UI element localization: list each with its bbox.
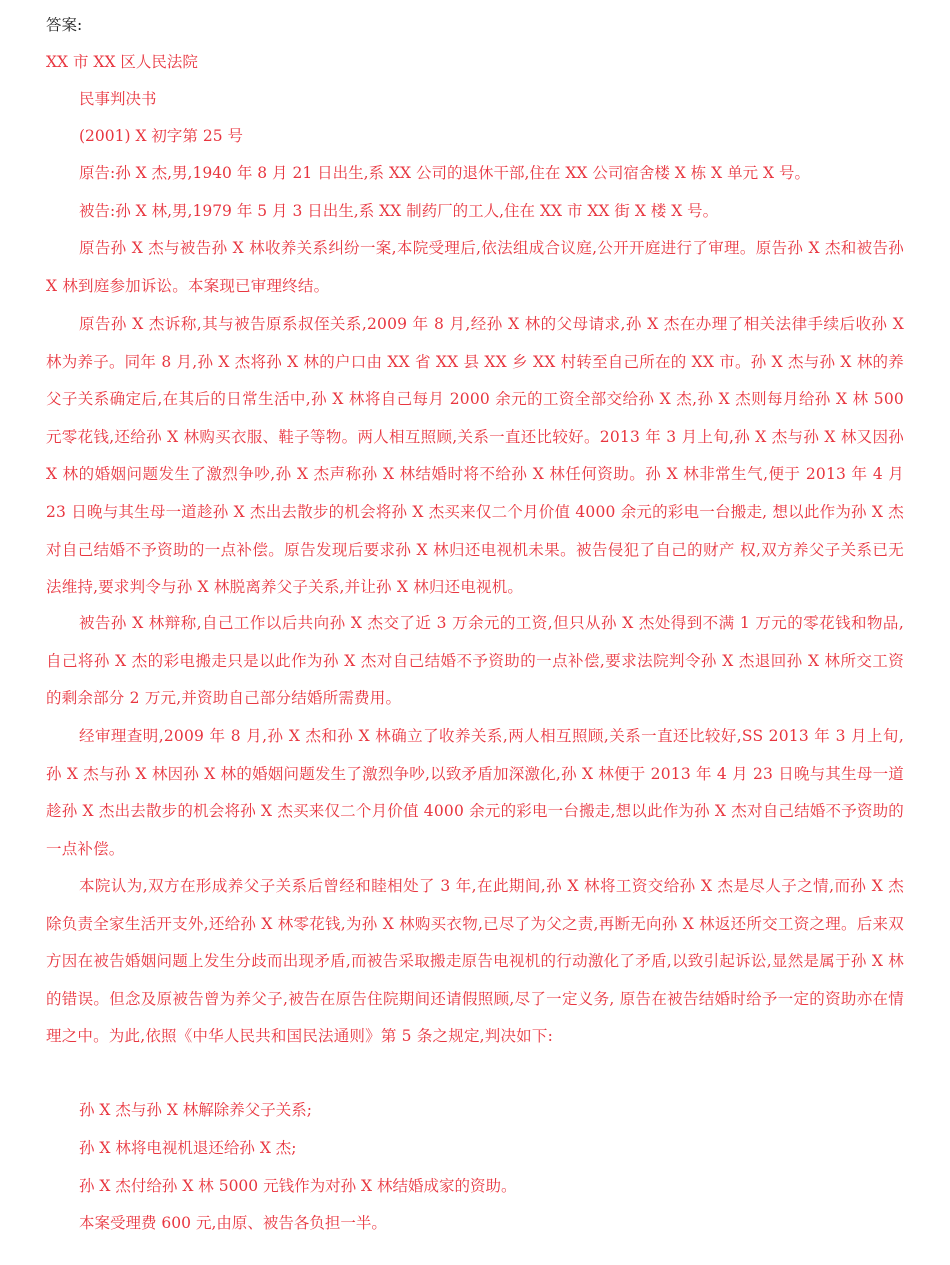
answer-label: 答案:: [46, 16, 83, 34]
paragraph-plaintiff-claim: 原告孙 X 杰诉称,其与被告原系叔侄关系,2009 年 8 月,经孙 X 林的父母请求,孙 X 杰在办理了相关法律手续后收孙 X 林为养子。同年 8 月,孙 X 杰将孙 X 林的户口由 XX 省 XX 县 XX 乡 XX 村转至自己所在的 XX 市。孙 X 杰与孙 X 林的养父子关系确定后,在其后的日常生活中,孙 X 林将自己每月 2000 余元的工资全部交给孙 X 杰,孙 X 杰则每月给孙 X 林 500 元零花钱,还给孙 X 林购买衣服、鞋子等物。两人相互照顾,关系一直还比较好。2013 年 3 月上旬,孙 X 杰与孙 X 林又因孙 X 林的婚姻问题发生了激烈争吵,孙 X 杰声称孙 X 林结婚时将不给孙 X 林任何资助。孙 X 林非常生气,便于 2013 年 4 月 23 日晚与其生母一道趁孙 X 杰出去散步的机会将孙 X 杰买来仅二个月价值 4000 余元的彩电一台搬走, 想以此作为孙 X 杰对自己结婚不予资助的一点补偿。原告发现后要求孙 X 林归还电视机未果。被告侵犯了自己的财产 权,双方养父子关系已无法维持,要求判令与孙 X 林脱离养父子关系,并让孙 X 林归还电视机。: [46, 315, 904, 597]
plaintiff-info: 原告:孙 X 杰,男,1940 年 8 月 21 日出生,系 XX 公司的退休干部,住在 XX 公司宿舍楼 X 栋 X 单元 X 号。: [79, 164, 810, 182]
paragraph-court-opinion: 本院认为,双方在形成养父子关系后曾经和睦相处了 3 年,在此期间,孙 X 林将工资交给孙 X 杰是尽人子之情,而孙 X 杰除负责全家生活开支外,还给孙 X 林零花钱,为孙 X 林购买衣物,已尽了为父之责,再断无向孙 X 林返还所交工资之理。后来双方因在被告婚姻问题上发生分歧而出现矛盾,而被告采取搬走原告电视机的行动激化了矛盾,以致引起诉讼,显然是属于孙 X 林的错误。但念及原被告曾为养父子,被告在原告住院期间还请假照顾,尽了一定义务, 原告在被告结婚时给予一定的资助亦在情理之中。为此,依照《中华人民共和国民法通则》第 5 条之规定,判决如下:: [46, 877, 904, 1046]
document-type: 民事判决书: [79, 90, 157, 108]
court-name: XX 市 XX 区人民法院: [46, 53, 198, 71]
ruling-item: 孙 X 杰与孙 X 林解除养父子关系;: [79, 1101, 313, 1119]
ruling-item: 孙 X 林将电视机退还给孙 X 杰;: [79, 1139, 297, 1157]
paragraph-findings: 经审理查明,2009 年 8 月,孙 X 杰和孙 X 林确立了收养关系,两人相互照顾,关系一直还比较好,SS 2013 年 3 月上旬,孙 X 杰与孙 X 林因孙 X 林的婚姻问题发生了激烈争吵,以致矛盾加深激化,孙 X 林便于 2013 年 4 月 23 日晚与其生母一道趁孙 X 杰出去散步的机会将孙 X 杰买来仅二个月价值 4000 余元的彩电一台搬走,想以此作为孙 X 杰对自己结婚不予资助的一点补偿。: [46, 727, 904, 858]
ruling-item: 孙 X 杰付给孙 X 林 5000 元钱作为对孙 X 林结婚成家的资助。: [79, 1177, 517, 1195]
court-fee: 本案受理费 600 元,由原、被告各负担一半。: [79, 1214, 387, 1232]
paragraph-defendant-defense: 被告孙 X 林辩称,自己工作以后共向孙 X 杰交了近 3 万余元的工资,但只从孙 X 杰处得到不满 1 万元的零花钱和物品,自己将孙 X 杰的彩电搬走只是以此作为孙 X 杰对自己结婚不予资助的一点补偿,要求法院判令孙 X 杰退回孙 X 林所交工资的剩余部分 2 万元,并资助自己部分结婚所需费用。: [46, 614, 904, 708]
defendant-info: 被告:孙 X 林,男,1979 年 5 月 3 日出生,系 XX 制药厂的工人,住在 XX 市 XX 街 X 楼 X 号。: [79, 202, 719, 220]
paragraph-case-intro: 原告孙 X 杰与被告孙 X 林收养关系纠纷一案,本院受理后,依法组成合议庭,公开开庭进行了审理。原告孙 X 杰和被告孙 X 林到庭参加诉讼。本案现已审理终结。: [46, 239, 904, 295]
case-number: (2001) X 初字第 25 号: [79, 127, 244, 145]
